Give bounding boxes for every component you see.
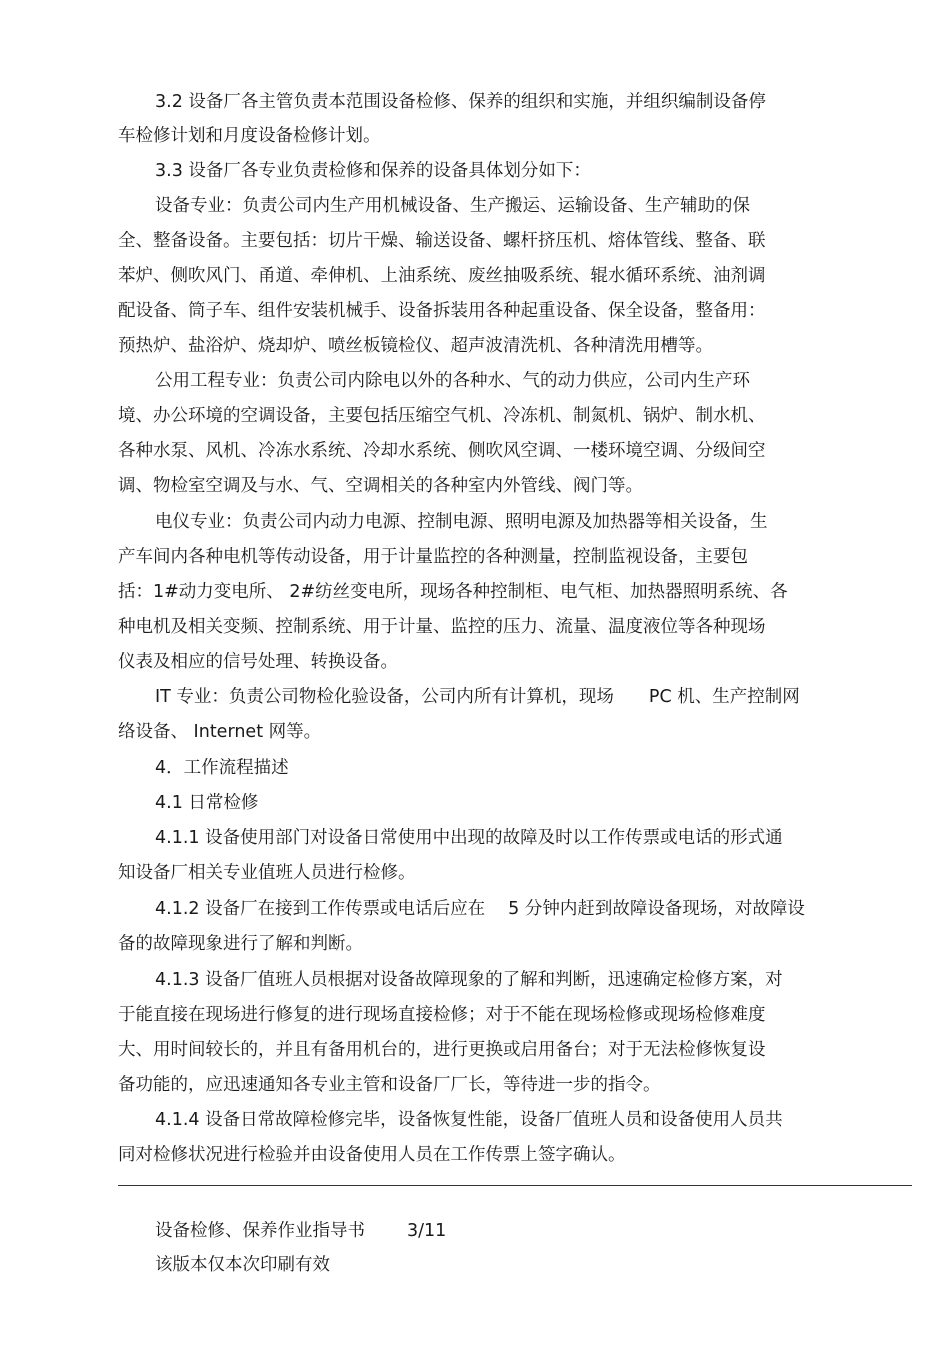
text-line: 全、整备设备。主要包括：切片干燥、输送设备、螺杆挤压机、熔体管线、整备、联 [118,231,766,251]
text-line: 各种水泵、风机、冷冻水系统、冷却水系统、侧吹风空调、一楼环境空调、分级间空 [118,441,766,461]
text-line: 调、物检室空调及与水、气、空调相关的各种室内外管线、阀门等。 [118,476,643,496]
text-line: 3.2 设备厂各主管负责本范围设备检修、保养的组织和实施，并组织编制设备停 [155,92,766,112]
text-line: 4.1.1 设备使用部门对设备日常使用中出现的故障及时以工作传票或电话的形式通 [155,828,783,848]
footer-page-number: 3/11 [407,1221,447,1241]
text-line: 配设备、筒子车、组件安装机械手、设备拆装用各种起重设备、保全设备，整备用： [118,301,766,321]
text-line: 苯炉、侧吹风门、甬道、牵伸机、上油系统、废丝抽吸系统、辊水循环系统、油剂调 [118,266,766,286]
text-line: 3.3 设备厂各专业负责检修和保养的设备具体划分如下： [155,161,591,181]
text-line: 4.1.2 设备厂在接到工作传票或电话后应在 5 分钟内赶到故障设备现场，对故障设 [155,899,805,919]
subsection-heading: 4.1 日常检修 [155,793,259,813]
text-line: 于能直接在现场进行修复的进行现场直接检修；对于不能在现场检修或现场检修难度 [118,1005,766,1025]
footer-validity-note: 该版本仅本次印刷有效 [155,1255,330,1275]
text-line: 备的故障现象进行了解和判断。 [118,934,363,954]
text-line: 仪表及相应的信号处理、转换设备。 [118,652,398,672]
text-line: 同对检修状况进行检验并由设备使用人员在工作传票上签字确认。 [118,1145,626,1165]
text-line: 电仪专业：负责公司内动力电源、控制电源、照明电源及加热器等相关设备，生 [155,512,768,532]
text-line: 备功能的，应迅速通知各专业主管和设备厂厂长，等待进一步的指令。 [118,1075,661,1095]
section-heading: 4．工作流程描述 [155,758,289,778]
text-line: 种电机及相关变频、控制系统、用于计量、监控的压力、流量、温度液位等各种现场 [118,617,766,637]
text-line: IT 专业：负责公司物检化验设备，公司内所有计算机，现场 PC 机、生产控制网 [155,687,800,707]
text-line: 大、用时间较长的，并且有备用机台的，进行更换或启用备台；对于无法检修恢复设 [118,1040,766,1060]
text-line: 括：1#动力变电所、 2#纺丝变电所，现场各种控制柜、电气柜、加热器照明系统、各 [118,582,788,602]
text-line: 知设备厂相关专业值班人员进行检修。 [118,863,416,883]
text-line: 车检修计划和月度设备检修计划。 [118,126,381,146]
text-line: 4.1.3 设备厂值班人员根据对设备故障现象的了解和判断，迅速确定检修方案，对 [155,970,783,990]
text-line: 公用工程专业：负责公司内除电以外的各种水、气的动力供应，公司内生产环 [155,371,750,391]
text-line: 产车间内各种电机等传动设备，用于计量监控的各种测量，控制监视设备，主要包 [118,547,748,567]
text-line: 4.1.4 设备日常故障检修完毕，设备恢复性能，设备厂值班人员和设备使用人员共 [155,1110,783,1130]
footer-divider [118,1185,912,1186]
text-line: 境、办公环境的空调设备，主要包括压缩空气机、冷冻机、制氮机、锅炉、制水机、 [118,406,766,426]
text-line: 预热炉、盐浴炉、烧却炉、喷丝板镜检仪、超声波清洗机、各种清洗用槽等。 [118,336,713,356]
text-line: 络设备、 Internet 网等。 [118,722,322,742]
text-line: 设备专业：负责公司内生产用机械设备、生产搬运、运输设备、生产辅助的保 [155,196,750,216]
footer-doc-title: 设备检修、保养作业指导书 [155,1221,365,1241]
